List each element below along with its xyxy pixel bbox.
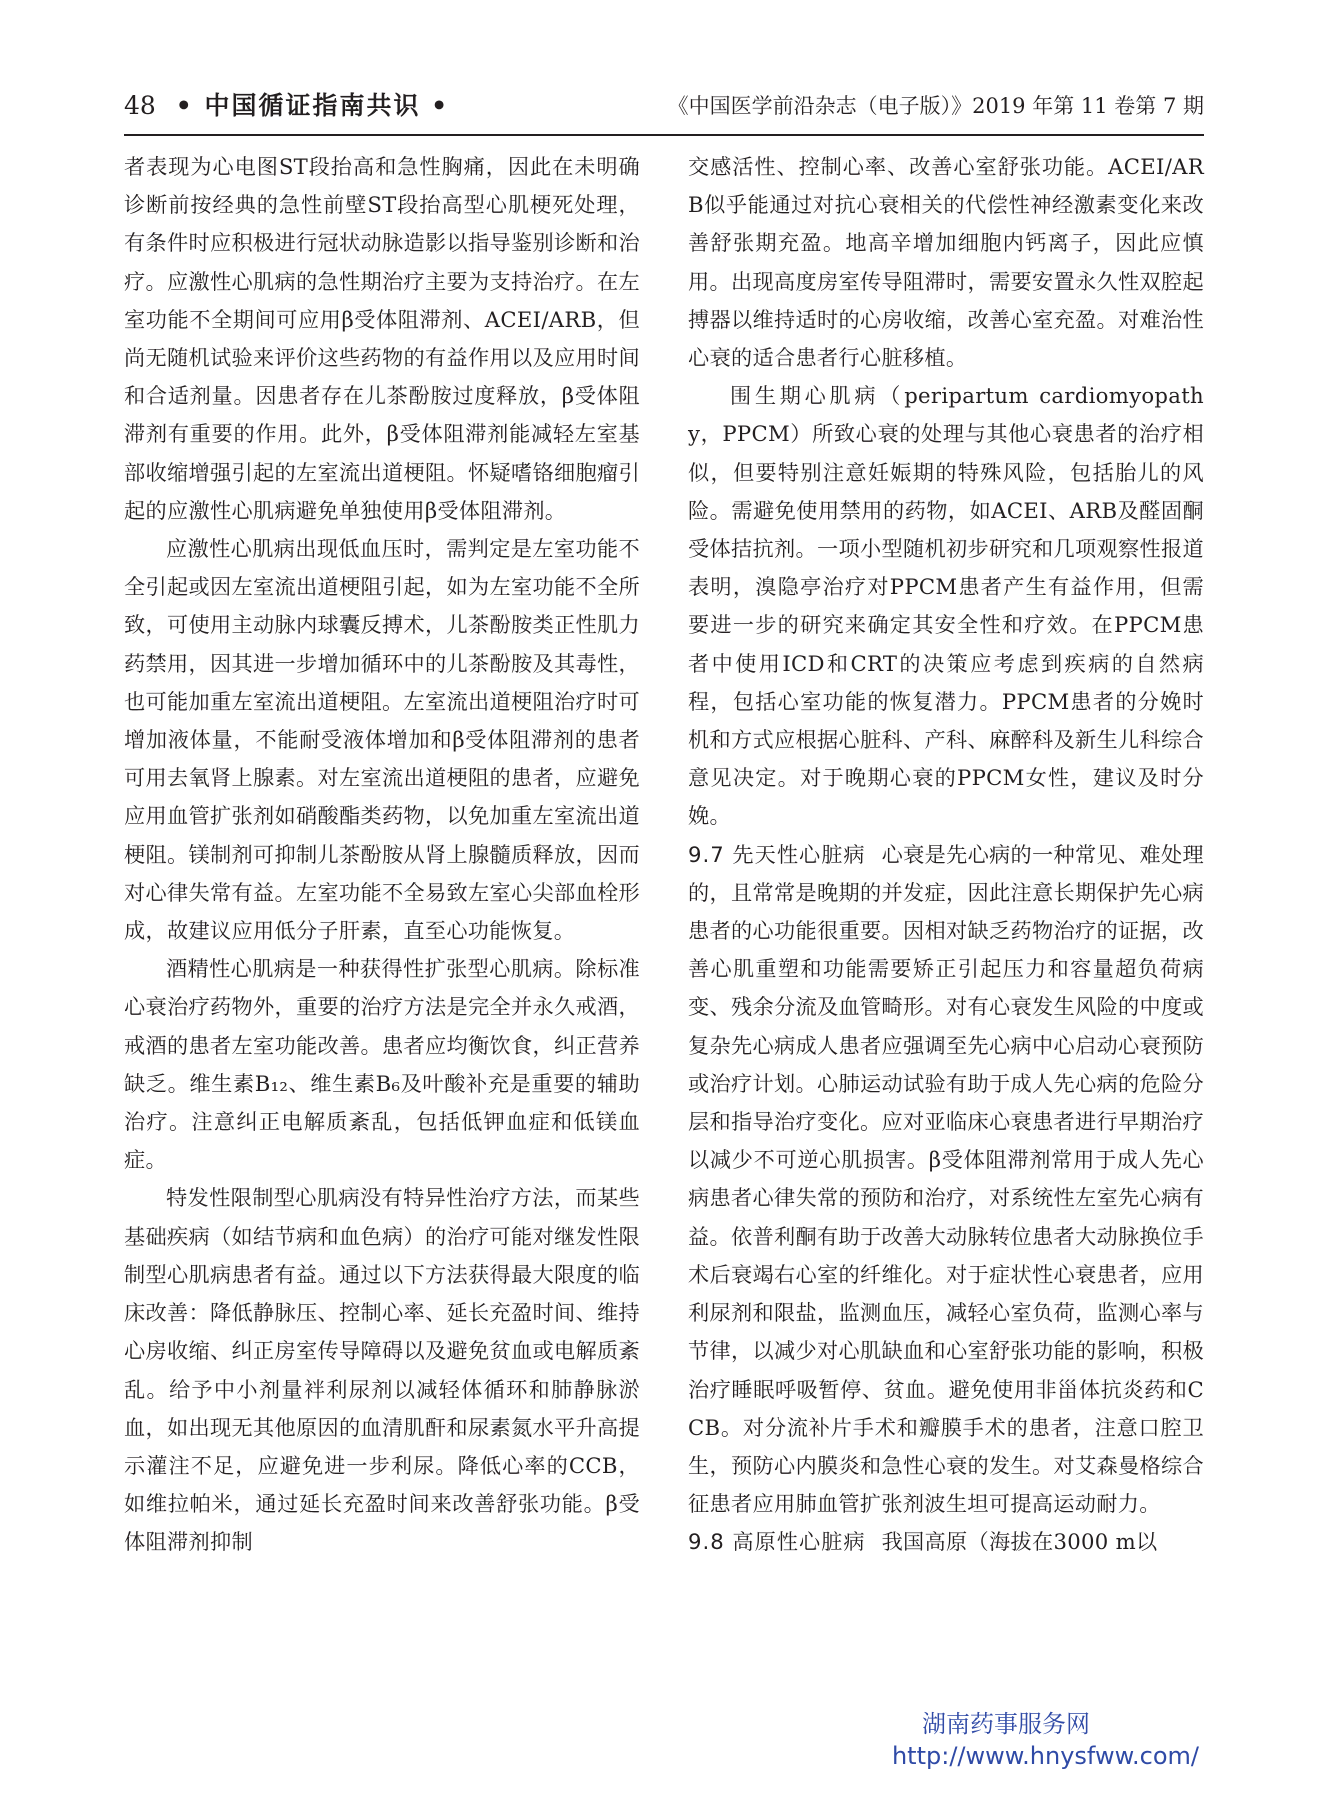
paragraph: 交感活性、控制心率、改善心室舒张功能。ACEI/ARB似乎能通过对抗心衰相关的代偿性神经激素变化来改善舒张期充盈。地高辛增加细胞内钙离子，因此应慎用。出现高度房室传导阻滞时，需要安置永久性双腔起搏器以维持适时的心房收缩，改善心室充盈。对难治性心衰的适合患者行心脏移植。 xyxy=(688,154,1204,371)
journal-section: • 中国循证指南共识 • xyxy=(175,91,450,120)
section-heading: 9.7 先天性心脏病 xyxy=(688,841,866,867)
page-number: 48 xyxy=(124,91,156,120)
left-column xyxy=(124,148,640,1562)
paragraph: 围生期心肌病（peripartum cardiomyopathy，PPCM）所致心衰的处理与其他心衰患者的治疗相似，但要特别注意妊娠期的特殊风险，包括胎儿的风险。需避免使用禁用的药物，如ACEI、ARB及醛固酮受体拮抗剂。一项小型随机初步研究和几项观察性报道表明，溴隐亭治疗对PPCM患者产生有益作用，但需要进一步的研究来确定其安全性和疗效。在PPCM患者中使用ICD和CRT的决策应考虑到疾病的自然病程，包括心室功能的恢复潜力。PPCM患者的分娩时机和方式应根据心脏科、产科、麻醉科及新生儿科综合意见决定。对于晚期心衰的PPCM女性，建议及时分娩。 xyxy=(688,383,1204,829)
paragraph: 酒精性心肌病是一种获得性扩张型心肌病。除标准心衰治疗药物外，重要的治疗方法是完全并永久戒酒，戒酒的患者左室功能改善。患者应均衡饮食，纠正营养缺乏。维生素B₁₂、维生素B₆及叶酸补充是重要的辅助治疗。注意纠正电解质紊乱，包括低钾血症和低镁血症。 xyxy=(124,956,640,1173)
watermark-site-name: 湖南药事服务网 xyxy=(921,1710,1090,1738)
section-text: 我国高原（海拔在3000 m以 xyxy=(881,1529,1158,1555)
section-paragraph xyxy=(688,1523,1204,1561)
section-heading: 9.8 高原性心脏病 xyxy=(688,1529,866,1555)
paragraph: 应激性心肌病出现低血压时，需判定是左室功能不全引起或因左室流出道梗阻引起，如为左室功能不全所致，可使用主动脉内球囊反搏术，儿茶酚胺类正性肌力药禁用，因其进一步增加循环中的儿茶酚胺及其毒性，也可能加重左室流出道梗阻。左室流出道梗阻治疗时可增加液体量，不能耐受液体增加和β受体阻滞剂的患者可用去氧肾上腺素。对左室流出道梗阻的患者，应避免应用血管扩张剂如硝酸酯类药物，以免加重左室流出道梗阻。镁制剂可抑制儿茶酚胺从肾上腺髓质释放，因而对心律失常有益。左室功能不全易致左室心尖部血栓形成，故建议应用低分子肝素，直至心功能恢复。 xyxy=(124,536,640,944)
watermark-url[interactable]: http://www.hnysfww.com/ xyxy=(891,1742,1199,1770)
section-text: 心衰是先心病的一种常见、难处理的，且常常是晚期的并发症，因此注意长期保护先心病患者的心功能很重要。因相对缺乏药物治疗的证据，改善心肌重塑和功能需要矫正引起压力和容量超负荷病变、残余分流及血管畸形。对有心衰发生风险的中度或复杂先心病成人患者应强调至先心病中心启动心衰预防或治疗计划。心肺运动试验有助于成人先心病的危险分层和指导治疗变化。应对亚临床心衰患者进行早期治疗以减少不可逆心肌损害。β受体阻滞剂常用于成人先心病患者心律失常的预防和治疗，对系统性左室先心病有益。依普利酮有助于改善大动脉转位患者大动脉换位手术后衰竭右心室的纤维化。对于症状性心衰患者，应用利尿剂和限盐，监测血压，减轻心室负荷，监测心率与节律，以减少对心肌缺血和心室舒张功能的影响，积极治疗睡眠呼吸暂停、贫血。避免使用非甾体抗炎药和CCB。对分流补片手术和瓣膜手术的患者，注意口腔卫生，预防心内膜炎和急性心衰的发生。对艾森曼格综合征患者应用肺血管扩张剂波生坦可提高运动耐力。 xyxy=(688,841,1204,1517)
journal-issue: 《中国医学前沿杂志（电子版）》2019 年第 11 卷第 7 期 xyxy=(667,94,1204,118)
page-header xyxy=(124,86,1204,126)
header-rule xyxy=(124,134,1204,136)
watermark xyxy=(892,1708,1199,1772)
paragraph: 特发性限制型心肌病没有特异性治疗方法，而某些基础疾病（如结节病和血色病）的治疗可能对继发性限制型心肌病患者有益。通过以下方法获得最大限度的临床改善：降低静脉压、控制心率、延长充盈时间、维持心房收缩、纠正房室传导障碍以及避免贫血或电解质紊乱。给予中小剂量袢利尿剂以减轻体循环和肺静脉淤血，如出现无其他原因的血清肌酐和尿素氮水平升高提示灌注不足，应避免进一步利尿。降低心率的CCB，如维拉帕米，通过延长充盈时间来改善舒张功能。β受体阻滞剂抑制 xyxy=(124,1185,640,1555)
paragraph: 者表现为心电图ST段抬高和急性胸痛，因此在未明确诊断前按经典的急性前壁ST段抬高型心肌梗死处理，有条件时应积极进行冠状动脉造影以指导鉴别诊断和治疗。应激性心肌病的急性期治疗主要为支持治疗。在左室功能不全期间可应用β受体阻滞剂、ACEI/ARB，但尚无随机试验来评价这些药物的有益作用以及应用时间和合适剂量。因患者存在儿茶酚胺过度释放，β受体阻滞剂有重要的作用。此外，β受体阻滞剂能减轻左室基部收缩增强引起的左室流出道梗阻。怀疑嗜铬细胞瘤引起的应激性心肌病避免单独使用β受体阻滞剂。 xyxy=(124,154,640,523)
header-left xyxy=(124,86,449,126)
section-paragraph xyxy=(688,836,1204,1524)
right-column xyxy=(688,148,1204,1562)
